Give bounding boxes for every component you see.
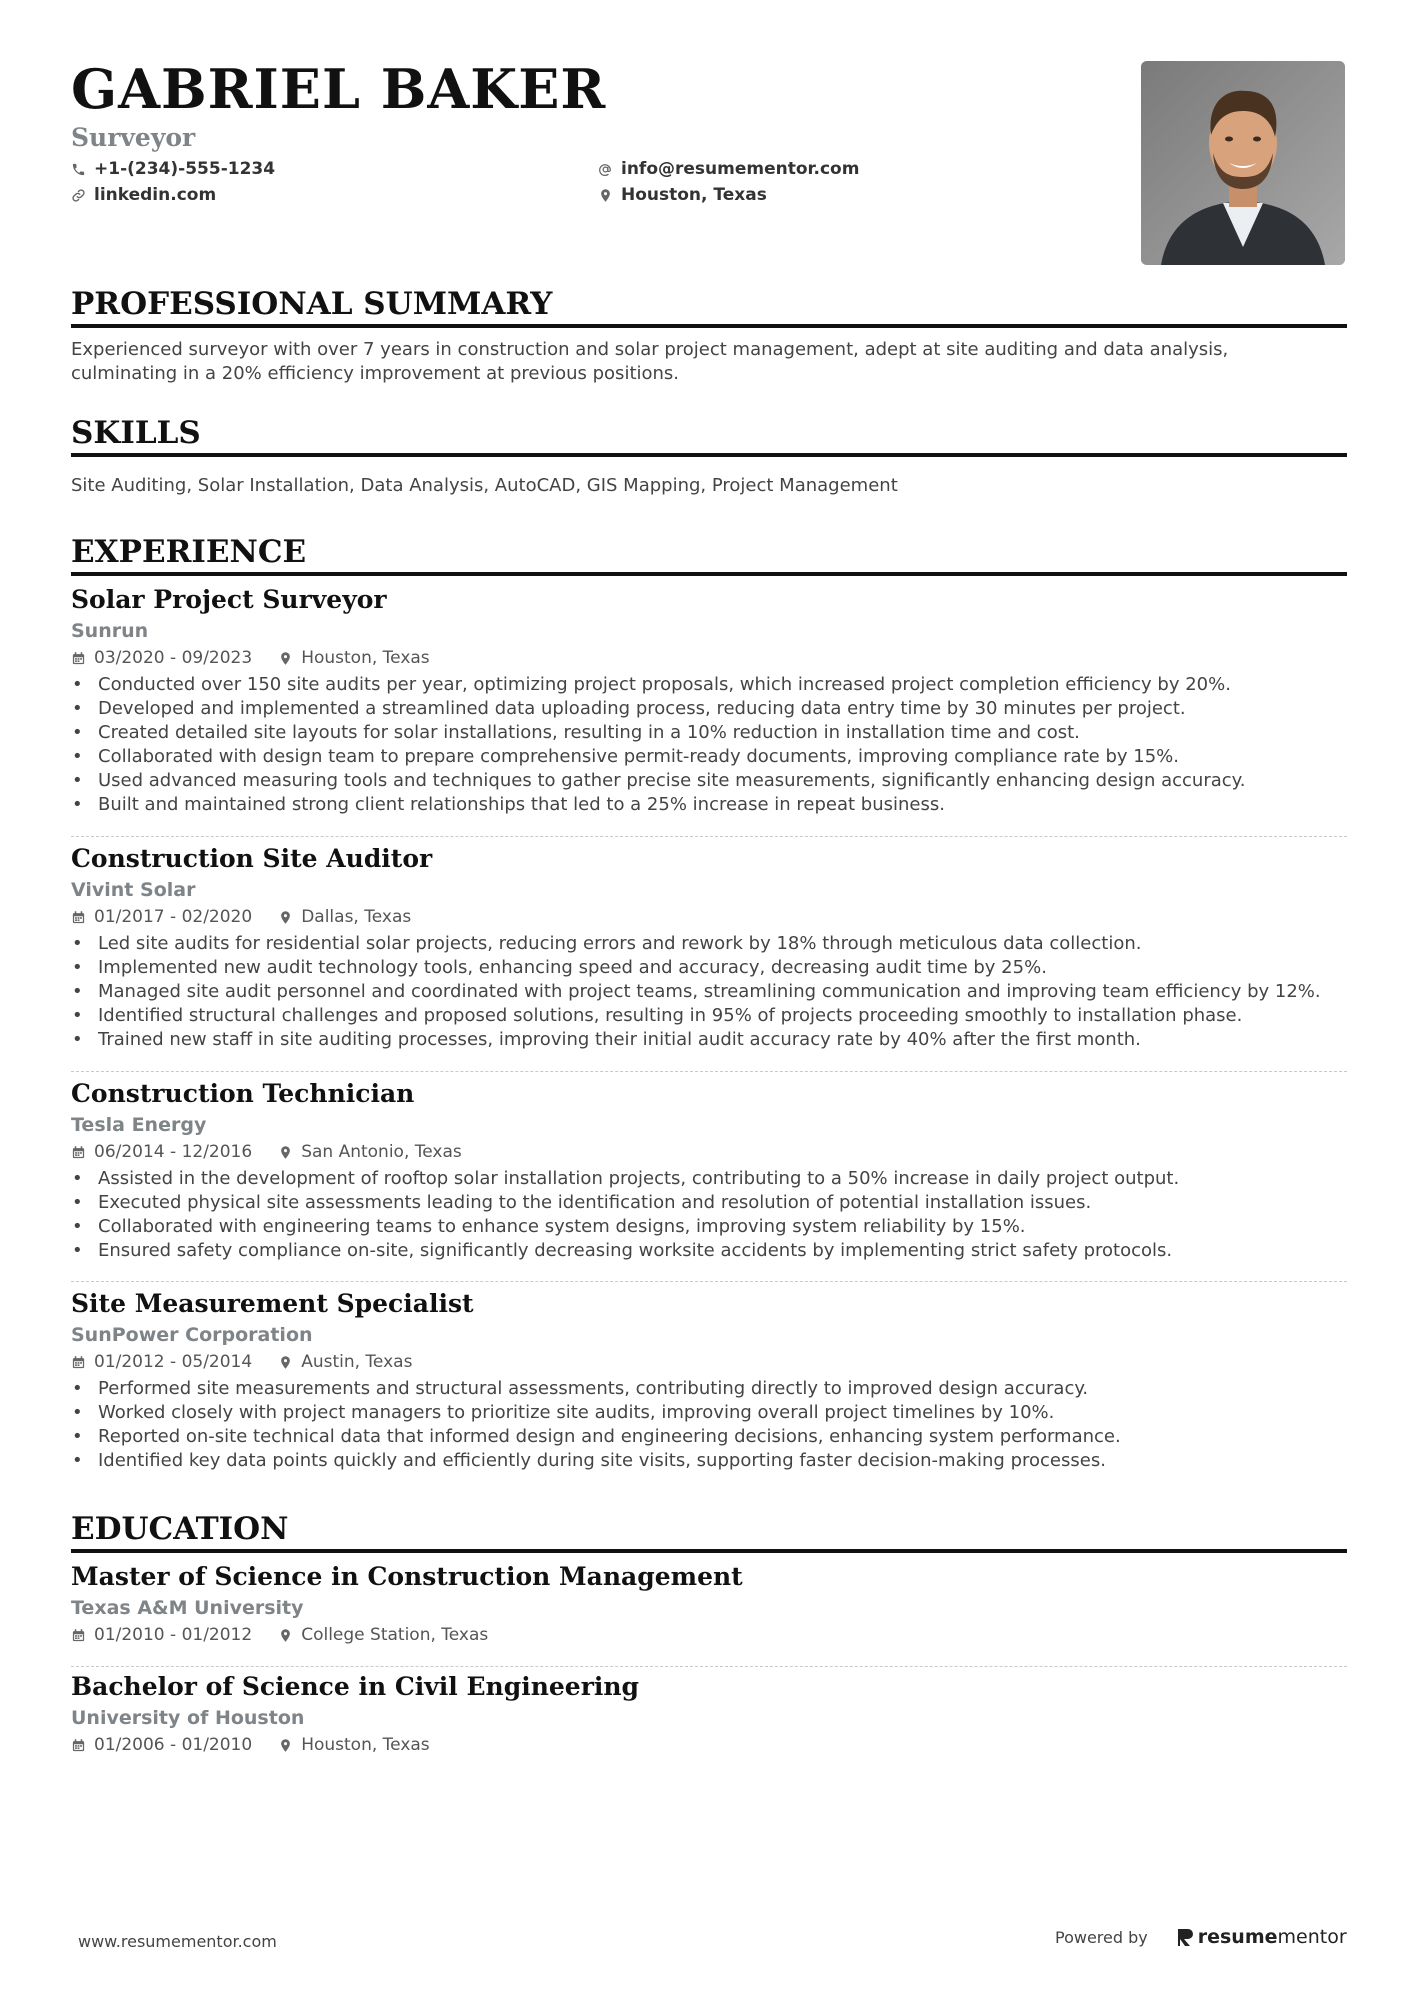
summary-line: culminating in a 20% efficiency improvement at previous positions. (71, 363, 680, 384)
contact-phone (71, 159, 275, 179)
brand-light-text: mentor (1277, 1926, 1347, 1948)
school-name: University of Houston (71, 1707, 305, 1729)
bullet-item: • Identified structural challenges and proposed solutions, resulting in 95% of projects proceeding smoothly to installation phase. (71, 1004, 1347, 1028)
job-title: Construction Technician (71, 1079, 415, 1108)
bullet-item: • Managed site audit personnel and coordinated with project teams, streamlining communication and improving team efficiency by 12%. (71, 980, 1347, 1004)
bullet-item: • Collaborated with design team to prepare comprehensive permit-ready documents, improving compliance rate by 15%. (71, 745, 1347, 769)
experience-entry (71, 1078, 1347, 1263)
bullet-item: • Collaborated with engineering teams to enhance system designs, improving system reliability by 15%. (71, 1215, 1347, 1239)
company-name: Tesla Energy (71, 1114, 207, 1136)
job-location: Dallas, Texas (301, 907, 412, 927)
education-entry (71, 1561, 1347, 1647)
location-pin-icon (598, 188, 613, 203)
degree-title: Master of Science in Construction Management (71, 1562, 743, 1591)
school-name: Texas A&M University (71, 1597, 304, 1619)
job-bullets (71, 1167, 1347, 1263)
job-title: Solar Project Surveyor (71, 585, 387, 614)
education-dates: 01/2010 - 01/2012 (94, 1625, 253, 1645)
job-bullets (71, 932, 1347, 1052)
bullet-item: • Built and maintained strong client relationships that led to a 25% increase in repeat business. (71, 793, 1347, 817)
linkedin-text: linkedin.com (94, 185, 217, 205)
location-pin-icon (278, 1738, 293, 1753)
contact-location (598, 185, 767, 205)
company-name: Sunrun (71, 620, 149, 642)
footer-branding (1055, 1926, 1347, 1948)
calendar-icon (71, 1145, 86, 1160)
resumementor-logo[interactable] (1176, 1926, 1347, 1948)
calendar-icon (71, 1738, 86, 1753)
company-name: SunPower Corporation (71, 1324, 313, 1346)
job-location: San Antonio, Texas (301, 1142, 462, 1162)
summary-line: Experienced surveyor with over 7 years in construction and solar project management, adept at site auditing and data analysis, (71, 339, 1229, 360)
location-pin-icon (278, 1145, 293, 1160)
bullet-item: • Developed and implemented a streamlined data uploading process, reducing data entry time by 30 minutes per project. (71, 697, 1347, 721)
job-dates: 03/2020 - 09/2023 (94, 648, 253, 668)
job-meta (71, 905, 1347, 929)
brand-bold-text: resume (1197, 1926, 1278, 1948)
job-dates: 06/2014 - 12/2016 (94, 1142, 253, 1162)
at-sign-icon (598, 162, 613, 177)
candidate-title: Surveyor (71, 123, 196, 152)
entry-divider (71, 836, 1347, 837)
calendar-icon (71, 910, 86, 925)
bullet-item: • Led site audits for residential solar projects, reducing errors and rework by 18% through meticulous data collection. (71, 932, 1347, 956)
section-title-experience: EXPERIENCE (71, 535, 1347, 576)
skills-text: Site Auditing, Solar Installation, Data Analysis, AutoCAD, GIS Mapping, Project Management (71, 475, 898, 496)
location-pin-icon (278, 1628, 293, 1643)
location-pin-icon (278, 910, 293, 925)
bullet-item: • Implemented new audit technology tools, enhancing speed and accuracy, decreasing audit time by 25%. (71, 956, 1347, 980)
bullet-item: • Executed physical site assessments leading to the identification and resolution of potential installation issues. (71, 1191, 1347, 1215)
bullet-item: • Performed site measurements and structural assessments, contributing directly to improved design accuracy. (71, 1377, 1347, 1401)
calendar-icon (71, 651, 86, 666)
entry-divider (71, 1071, 1347, 1072)
location-pin-icon (278, 651, 293, 666)
job-bullets (71, 673, 1347, 817)
degree-title: Bachelor of Science in Civil Engineering (71, 1672, 640, 1701)
profile-photo (1141, 61, 1345, 265)
entry-divider (71, 1281, 1347, 1282)
bullet-item: • Conducted over 150 site audits per year, optimizing project proposals, which increased project completion efficiency by 20%. (71, 673, 1347, 697)
link-icon (71, 188, 86, 203)
calendar-icon (71, 1355, 86, 1370)
education-meta (71, 1733, 1347, 1757)
bullet-item: • Ensured safety compliance on-site, significantly decreasing worksite accidents by implementing strict safety protocols. (71, 1239, 1347, 1263)
bullet-item: • Created detailed site layouts for solar installations, resulting in a 10% reduction in installation time and cost. (71, 721, 1347, 745)
job-title: Construction Site Auditor (71, 844, 433, 873)
contact-email[interactable] (598, 159, 859, 179)
section-title-summary: PROFESSIONAL SUMMARY (71, 287, 1347, 328)
company-name: Vivint Solar (71, 879, 196, 901)
education-meta (71, 1623, 1347, 1647)
experience-entry (71, 843, 1347, 1052)
bullet-item: • Trained new staff in site auditing processes, improving their initial audit accuracy rate by 40% after the first month. (71, 1028, 1347, 1052)
job-meta (71, 646, 1347, 670)
job-title: Site Measurement Specialist (71, 1289, 474, 1318)
phone-text: +1-(234)-555-1234 (94, 159, 276, 179)
section-title-education: EDUCATION (71, 1512, 1347, 1553)
job-location: Houston, Texas (301, 648, 430, 668)
contact-linkedin[interactable] (71, 185, 216, 205)
education-location: Houston, Texas (301, 1735, 430, 1755)
job-dates: 01/2017 - 02/2020 (94, 907, 253, 927)
bullet-item: • Worked closely with project managers to prioritize site audits, improving overall project timelines by 10%. (71, 1401, 1347, 1425)
education-entry (71, 1671, 1347, 1757)
education-dates: 01/2006 - 01/2010 (94, 1735, 253, 1755)
bullet-item: • Used advanced measuring tools and techniques to gather precise site measurements, significantly enhancing design accuracy. (71, 769, 1347, 793)
education-location: College Station, Texas (301, 1625, 489, 1645)
job-meta (71, 1140, 1347, 1164)
job-meta (71, 1350, 1347, 1374)
footer-website[interactable]: www.resumementor.com (78, 1932, 277, 1951)
job-dates: 01/2012 - 05/2014 (94, 1352, 253, 1372)
location-pin-icon (278, 1355, 293, 1370)
bullet-item: • Assisted in the development of rooftop solar installation projects, contributing to a 50% increase in daily project output. (71, 1167, 1347, 1191)
entry-divider (71, 1666, 1347, 1667)
email-text: info@resumementor.com (621, 159, 860, 179)
candidate-name: GABRIEL BAKER (71, 57, 607, 121)
location-text: Houston, Texas (621, 185, 767, 205)
calendar-icon (71, 1628, 86, 1643)
experience-entry (71, 584, 1347, 817)
bullet-item: • Identified key data points quickly and efficiently during site visits, supporting faster decision-making processes. (71, 1449, 1347, 1473)
experience-entry (71, 1288, 1347, 1473)
section-title-skills: SKILLS (71, 416, 1347, 457)
resumementor-logo-icon (1176, 1927, 1194, 1947)
job-bullets (71, 1377, 1347, 1473)
job-location: Austin, Texas (301, 1352, 413, 1372)
powered-by-label: Powered by (1055, 1927, 1148, 1947)
summary-text (71, 338, 1347, 386)
phone-icon (71, 162, 86, 177)
bullet-item: • Reported on-site technical data that informed design and engineering decisions, enhancing system performance. (71, 1425, 1347, 1449)
